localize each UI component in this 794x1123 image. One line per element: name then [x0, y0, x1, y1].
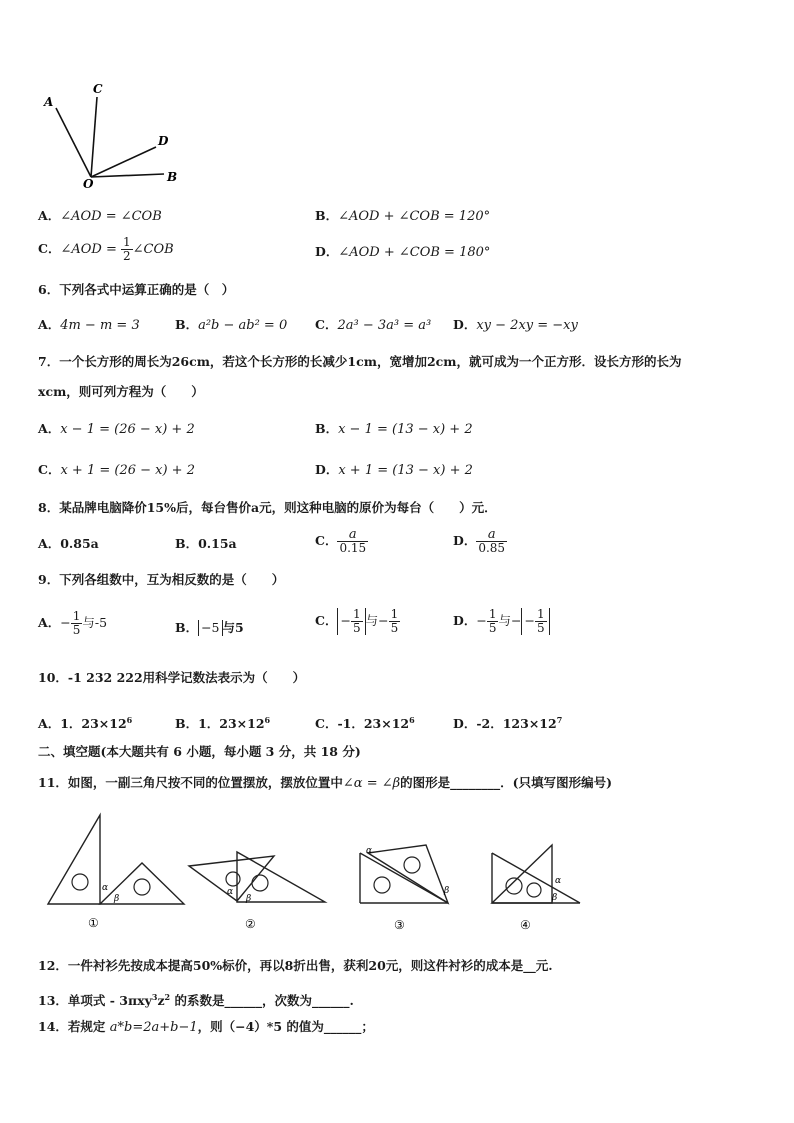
q6-option-d: D．xy − 2xy = −xy — [453, 317, 578, 333]
q8-stem: 8．某品牌电脑降价15%后，每台售价a元，则这种电脑的原价为每台（ ）元． — [38, 500, 497, 515]
label-A: A — [44, 95, 54, 109]
q12-stem: 12．一件衬衫先按成本提高50%标价，再以8折出售，获利20元，则这件衬衫的成本是__元. — [38, 958, 553, 973]
figure-label-4: ④ — [520, 918, 531, 932]
q7-stem-line1: 7．一个长方形的周长为26cm，若这个长方形的长减少1cm，宽增加2cm，就可成为一个正方形．设长方形的长为 — [38, 354, 682, 369]
q7-option-a: A．x − 1 = (26 − x) + 2 — [38, 421, 195, 437]
q14-stem: 14．若规定 a*b=2a+b−1，则（−4）*5 的值为______； — [38, 1019, 374, 1035]
label-B: B — [167, 170, 178, 184]
q6-option-c: C．2a³ − 3a³ = a³ — [315, 317, 432, 333]
triangle-figure-1 — [44, 810, 189, 930]
svg-text:α: α — [102, 883, 109, 893]
svg-text:α: α — [555, 876, 562, 886]
q9-option-c: C． − $\frac{1}{5}$ 与− $\frac{1}{5}$ — [315, 607, 399, 635]
q9-option-a: A．− $\frac{1}{5}$ 与-5 — [38, 609, 108, 637]
q7-stem-line2: xcm，则可列方程为（ ） — [38, 384, 204, 399]
q8-option-c: C． $\frac{a}{0.15}$ — [315, 527, 367, 555]
angle-figure — [36, 80, 196, 195]
q6-option-b: B．a²b − ab² = 0 — [175, 317, 288, 333]
q10-option-d: D．-2．$123\times 12^7$ — [453, 715, 563, 732]
q7-option-b: B．x − 1 = (13 − x) + 2 — [315, 421, 473, 437]
svg-text:β: β — [114, 894, 120, 904]
q5-option-a: A．∠AOD = ∠COB — [38, 208, 162, 224]
svg-text:α: α — [227, 887, 234, 897]
triangle-figure-4 — [488, 843, 598, 935]
q11-stem: 11．如图，一副三角尺按不同的位置摆放，摆放位置中∠α = ∠β的图形是________．(只填写图形编号) — [38, 775, 612, 791]
q10-option-c: C．-1．$23\times 12^6$ — [315, 715, 415, 732]
q5-option-b: B．∠AOD + ∠COB = 120° — [315, 208, 491, 224]
q6-option-a: A．4m − m = 3 — [38, 317, 140, 333]
figure-label-2: ② — [245, 917, 256, 931]
triangle-figure-3 — [356, 843, 466, 935]
q9-stem: 9．下列各组数中，互为相反数的是（ ） — [38, 572, 285, 587]
q8-option-b: B．0.15a — [175, 536, 237, 551]
label-C: C — [93, 82, 103, 96]
q8-option-a: A．0.85a — [38, 536, 99, 551]
q6-stem: 6．下列各式中运算正确的是（ ） — [38, 282, 235, 297]
q10-stem: 10．-1 232 222用科学记数法表示为（ ） — [38, 670, 306, 685]
q7-option-c: C．x + 1 = (26 − x) + 2 — [38, 462, 195, 478]
q9-option-d: D．− $\frac{1}{5}$ 与− − $\frac{1}{5}$ — [453, 608, 550, 635]
label-O: O — [83, 177, 94, 191]
q10-option-b: B．1．$23\times 12^6$ — [175, 715, 271, 732]
triangle-figure-2 — [185, 842, 330, 934]
svg-text:α: α — [366, 846, 373, 856]
figure-label-1: ① — [88, 916, 99, 930]
figure-label-3: ③ — [394, 918, 405, 932]
q9-option-b: B． −5 与5 — [175, 620, 244, 635]
q10-option-a: A．1．$23\times 12^6$ — [38, 715, 133, 732]
q5-option-d: D．∠AOD + ∠COB = 180° — [315, 244, 491, 260]
label-D: D — [158, 134, 169, 148]
svg-text:β: β — [552, 893, 558, 903]
svg-text:β: β — [246, 894, 252, 904]
q8-option-d: D． $\frac{a}{0.85}$ — [453, 527, 506, 555]
q5-option-c: C．∠AOD = $\frac{1}{2}$ ∠COB — [38, 235, 174, 263]
svg-text:β: β — [444, 886, 450, 896]
section-heading: 二、填空题(本大题共有 6 小题，每小题 3 分，共 18 分) — [38, 744, 361, 759]
q13-stem: 13．单项式 - $3\pi xy^3z^2$ 的系数是______，次数为______. — [38, 992, 354, 1009]
q7-option-d: D．x + 1 = (13 − x) + 2 — [315, 462, 473, 478]
